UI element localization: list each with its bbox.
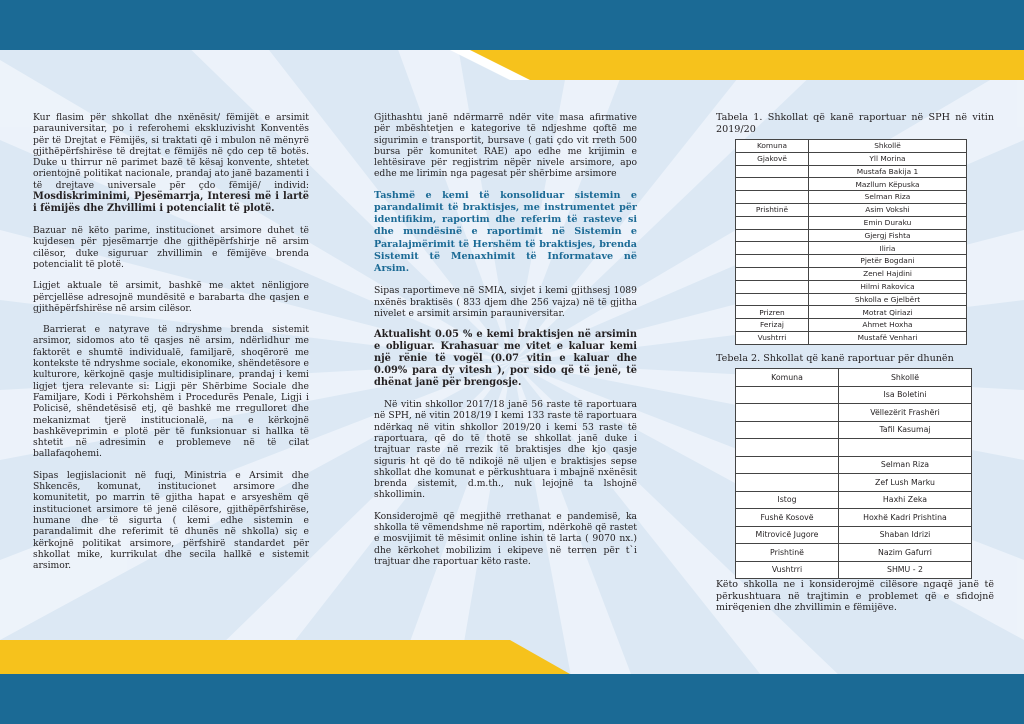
school-cell: Selman Riza bbox=[809, 191, 967, 204]
komuna-cell bbox=[736, 191, 809, 204]
top-blue-band bbox=[0, 0, 1024, 50]
laws-paragraph: Ligjet aktuale të arsimit, bashkë me aktet nënligjore përcjellëse adresojnë mundësitë e barabarta dhe qasjen e gjithëpërfshirëse në arsim cilësor. bbox=[33, 280, 309, 314]
table-row bbox=[736, 439, 972, 457]
komuna-cell bbox=[736, 267, 809, 280]
table-row bbox=[736, 331, 967, 344]
komuna-cell: Prishtinë bbox=[736, 544, 839, 562]
table-row bbox=[736, 267, 967, 280]
komuna-cell: Prishtinë bbox=[736, 203, 809, 216]
table-row bbox=[736, 152, 967, 165]
affirmative-paragraph: Gjithashtu janë ndërmarrë ndër vite masa afirmative për mbështetjen e kategorive të ndjeshme qoftë me sigurimin e transportit, bursave ( gati çdo vit rreth 500 bursa për komunitet RAE) apo edhe me krijimin e lehtësirave për regjistrim nëpër nivele arsimore, apo edhe me lirimin nga pagesat për shërbime arsimore bbox=[374, 112, 637, 180]
school-cell: Mazllum Këpuska bbox=[809, 178, 967, 191]
right-column bbox=[716, 112, 994, 624]
table-row bbox=[736, 306, 967, 319]
komuna-cell bbox=[736, 474, 839, 492]
komuna-cell bbox=[736, 178, 809, 191]
barriers-paragraph: Barrierat e natyrave të ndryshme brenda sistemit arsimor, sidomos ato të qasjes në arsim, ndërlidhur me faktorët e shumtë individualë, familjarë, shoqërorë me kontekste të ndryshme sociale, ekonomike, shëndetësore e kulturore, kërkojnë qasje multidisiplinare, prandaj i kemi ligjet tjera relevante si: Ligji për Shërbime Sociale dhe Familjare, Kodi i Përkohshëm i Procedurës Penale, Ligji i Policisë, shëndetësisë etj, që bashkë me rregulloret dhe mekanizmat tjerë institucionalë, na e kërkojnë bashkëveprimin e plotë për të funksionuar si hallka të shtetit në adresimin e problemeve në të cilat ballafaqohemi. bbox=[33, 324, 309, 460]
intro-paragraph bbox=[33, 112, 309, 215]
table-header-row bbox=[736, 140, 967, 153]
school-cell: SHMU - 2 bbox=[839, 561, 972, 579]
table-row bbox=[736, 404, 972, 422]
left-column bbox=[33, 112, 309, 581]
middle-column bbox=[374, 112, 637, 577]
school-cell: Tafil Kasumaj bbox=[839, 421, 972, 439]
komuna-cell: Mitrovicë Jugore bbox=[736, 526, 839, 544]
table-row bbox=[736, 526, 972, 544]
table-row bbox=[736, 474, 972, 492]
school-cell bbox=[839, 439, 972, 457]
komuna-cell bbox=[736, 293, 809, 306]
school-cell: Mustafë Venhari bbox=[809, 331, 967, 344]
bottom-yellow-band bbox=[0, 640, 1024, 674]
pandemic-paragraph: Konsiderojmë që megjithë rrethanat e pandemisë, ka shkolla të vëmendshme në raportim, ndërkohë që rastet e mosvijimit të mësimit online ishin të larta ( 9070 nx.) dhe kërkohet mobilizim i ekipeve në terren për t`i trajtuar dhe raportuar këto raste. bbox=[374, 510, 637, 567]
school-cell: Isa Boletini bbox=[839, 386, 972, 404]
table-row bbox=[736, 242, 967, 255]
table-row bbox=[736, 255, 967, 268]
reported-cases-paragraph: Në vitin shkollor 2017/18 janë 56 raste të raportuara në SPH, në vitin 2018/19 I kemi 133 raste të raportuara ndërkaq në vitin shkollor 2019/20 i kemi 53 raste të raportuara, që do të thotë se shkollat janë duke i trajtuar raste në rrezik të braktisjes dhe kjo qasje siguris ht që do të ndikojë në uljen e braktisjes sepse shkollat dhe komunat e përkushtuara i mbajnë nxënësit brenda sistemit, d.m.th., nuk lejojnë ta lshojnë shkollimin. bbox=[374, 399, 637, 501]
table-header-row bbox=[736, 369, 972, 387]
table2-caption: Tebela 2. Shkollat që kanë raportuar për dhunën bbox=[716, 352, 954, 364]
intro-text: Kur flasim për shkollat dhe nxënësit/ fëmijët e arsimit parauniversitar, po i referohemi ekskluzivisht Konventës për të Drejtat e Fëmijës, si traktati që i mbulon në mënyrë gjithëpërfshirëse të drejtat e fëmijës në çdo cep të botës. Duke u thirrur në parimet bazë të kësaj konvente, shtetet orientojnë politikat nacionale, prandaj ato janë bazamenti i të drejtave universale për çdo fëmijë/ individ: bbox=[33, 112, 310, 191]
table-row bbox=[736, 165, 967, 178]
komuna-cell: Vushtrri bbox=[736, 561, 839, 579]
school-cell: Hilmi Rakovica bbox=[809, 280, 967, 293]
komuna-cell bbox=[736, 456, 839, 474]
table2-violence-schools bbox=[735, 368, 972, 579]
header-shkolle: Shkollë bbox=[809, 140, 967, 153]
principles-bold: Mosdiskriminimi, Pjesëmarrja, Interesi më i lartë i fëmijës dhe Zhvillimi i potencialit të plotë. bbox=[33, 191, 309, 215]
table-row bbox=[736, 280, 967, 293]
school-cell: Selman Riza bbox=[839, 456, 972, 474]
school-cell: Asim Vokshi bbox=[809, 203, 967, 216]
komuna-cell bbox=[736, 216, 809, 229]
school-cell: Nazim Gafurri bbox=[839, 544, 972, 562]
dropout-rate-paragraph: Aktualisht 0.05 % e kemi braktisjen në arsimin e obliguar. Krahasuar me vitet e kaluar kemi një rënie të vogël (0.07 vitin e kaluar dhe 0.09% para dy vitesh ), por sido që të jenë, të dhënat janë për brengosje. bbox=[374, 329, 637, 389]
school-cell: Iliria bbox=[809, 242, 967, 255]
school-cell: Zenel Hajdini bbox=[809, 267, 967, 280]
table-row bbox=[736, 491, 972, 509]
legislation-paragraph: Sipas legjislacionit në fuqi, Ministria e Arsimit dhe Shkencës, komunat, institucionet arsimore dhe komunitetit, po marrin të gjitha hapat e arsyeshëm që institucionet arsimore të jenë cilësore, gjithëpërfshirëse, humane dhe të sigurta ( kemi edhe sistemin e parandalimit dhe referimit të dhunës në shkolla) siç e kërkojnë politikat arsimore, përfshirë standardet për shkollat mike, kurrikulat dhe secila hallkë e sistemit arsimor. bbox=[33, 469, 309, 572]
komuna-cell: Ferizaj bbox=[736, 319, 809, 332]
table-row bbox=[736, 509, 972, 527]
top-yellow-band bbox=[0, 50, 1024, 80]
komuna-cell bbox=[736, 421, 839, 439]
school-cell: Mustafa Bakija 1 bbox=[809, 165, 967, 178]
school-cell: Emin Duraku bbox=[809, 216, 967, 229]
table-row bbox=[736, 191, 967, 204]
table-row bbox=[736, 216, 967, 229]
table-row bbox=[736, 544, 972, 562]
komuna-cell bbox=[736, 386, 839, 404]
komuna-cell: Vushtrri bbox=[736, 331, 809, 344]
komuna-cell: Istog bbox=[736, 491, 839, 509]
komuna-cell: Prizren bbox=[736, 306, 809, 319]
header-shkolle: Shkollë bbox=[839, 369, 972, 387]
school-cell: Hoxhë Kadri Prishtina bbox=[839, 509, 972, 527]
table1-sph-schools bbox=[735, 139, 967, 345]
table1-caption: Tabela 1. Shkollat që kanë raportuar në SPH në vitin 2019/20 bbox=[716, 112, 994, 135]
table-row bbox=[736, 386, 972, 404]
closing-paragraph: Këto shkolla ne i konsiderojmë cilësore ngaqë janë të përkushtuara në trajtimin e problemet që e sfidojnë mirëqenien dhe zhvillimin e fëmijëve. bbox=[716, 579, 994, 614]
komuna-cell: Gjakovë bbox=[736, 152, 809, 165]
komuna-cell bbox=[736, 439, 839, 457]
table-row bbox=[736, 293, 967, 306]
school-cell: Yll Morina bbox=[809, 152, 967, 165]
komuna-cell bbox=[736, 242, 809, 255]
principles-paragraph: Bazuar në këto parime, institucionet arsimore duhet të kujdesen për pjesëmarrje dhe gjithëpërfshirje në arsim cilësor, duke siguruar zhvillimin e fëmijëve brenda potencialit të plotë. bbox=[33, 225, 309, 270]
school-cell: Shkolla e Gjelbërt bbox=[809, 293, 967, 306]
komuna-cell bbox=[736, 255, 809, 268]
school-cell: Zef Lush Marku bbox=[839, 474, 972, 492]
komuna-cell bbox=[736, 280, 809, 293]
header-komuna: Komuna bbox=[736, 369, 839, 387]
header-komuna: Komuna bbox=[736, 140, 809, 153]
school-cell: Motrat Qiriazi bbox=[809, 306, 967, 319]
table-row bbox=[736, 456, 972, 474]
table-row bbox=[736, 421, 972, 439]
table-row bbox=[736, 203, 967, 216]
school-cell: Haxhi Zeka bbox=[839, 491, 972, 509]
table-row bbox=[736, 561, 972, 579]
school-cell: Vëllezërit Frashëri bbox=[839, 404, 972, 422]
komuna-cell bbox=[736, 229, 809, 242]
school-cell: Shaban Idrizi bbox=[839, 526, 972, 544]
table-row bbox=[736, 178, 967, 191]
school-cell: Gjergj Fishta bbox=[809, 229, 967, 242]
bottom-blue-band bbox=[0, 674, 1024, 724]
smia-paragraph: Sipas raportimeve në SMIA, sivjet i kemi gjithsesj 1089 nxënës braktisës ( 833 djem dhe 256 vajza) në të gjitha nivelet e arsimit arsimin parauniversitar. bbox=[374, 285, 637, 319]
school-cell: Pjetër Bogdani bbox=[809, 255, 967, 268]
komuna-cell bbox=[736, 165, 809, 178]
school-cell: Ahmet Hoxha bbox=[809, 319, 967, 332]
komuna-cell: Fushë Kosovë bbox=[736, 509, 839, 527]
komuna-cell bbox=[736, 404, 839, 422]
consolidation-paragraph: Tashmë e kemi të konsoliduar sistemin e parandalimit të braktisjes, me instrumentet për identifikim, raportim dhe referim të rasteve si dhe mundësinë e raportimit në Sistemin e Paralajmërimit të Hershëm të braktisjes, brenda Sistemit të Menaxhimit të Informatave në Arsim. bbox=[374, 189, 637, 274]
table-row bbox=[736, 229, 967, 242]
table-row bbox=[736, 319, 967, 332]
